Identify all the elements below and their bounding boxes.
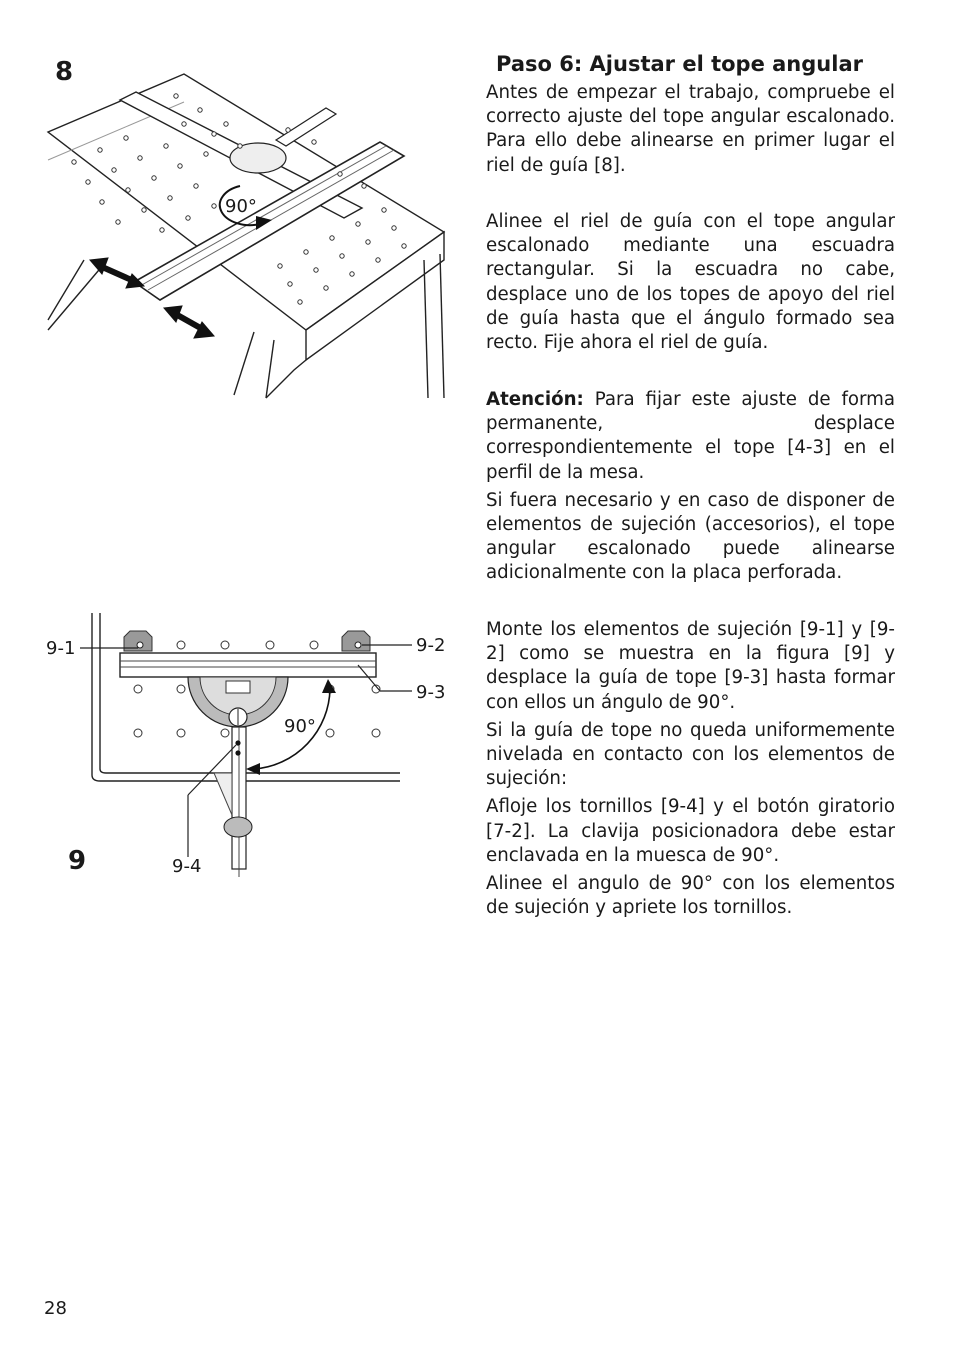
- paragraph-attention: [486, 388, 895, 485]
- figure-8-angle-label: 90°: [225, 196, 257, 217]
- paragraph-4: Si fuera necesario y en caso de disponer de elementos de sujeción (accesorios), el tope angular escalonado puede alinearse adicionalmente con la placa perforada.: [486, 489, 895, 584]
- figure-8-number: 8: [55, 57, 74, 87]
- paragraph-8: Alinee el angulo de 90° con los elementos de sujeción y apriete los tornillos.: [486, 873, 895, 919]
- text-block-2: [486, 210, 895, 355]
- callout-9-1: 9-1: [46, 638, 76, 659]
- callout-9-4: 9-4: [172, 856, 202, 877]
- text-block-3: [486, 388, 895, 586]
- attention-label: Atención:: [486, 389, 584, 410]
- figure-9-angle-label: 90°: [284, 716, 316, 737]
- paragraph-7: Afloje los tornillos [9-4] y el botón giratorio [7-2]. La clavija posicionadora debe estar enclavada en la muesca de 90°.: [486, 796, 895, 866]
- page-number: 28: [44, 1298, 67, 1319]
- callout-9-3: 9-3: [416, 682, 446, 703]
- figure-8-illustration: [44, 70, 454, 400]
- attention-text: Para fijar este ajuste de forma permanente, desplace correspondientemente el tope [4-3] en el perfil de la mesa.: [486, 389, 895, 483]
- text-block-1: [486, 81, 895, 178]
- paragraph-1: Antes de empezar el trabajo, compruebe el correcto ajuste del tope angular escalonado. Para ello debe alinearse en primer lugar el riel de guía [8].: [486, 82, 895, 176]
- figure-9-number: 9: [68, 846, 87, 876]
- paragraph-2: Alinee el riel de guía con el tope angular escalonado mediante una escuadra rectangular. Si la escuadra no cabe, desplace uno de los topes de apoyo del riel de guía hasta que el ángulo formado sea recto. Fije ahora el riel de guía.: [486, 211, 895, 354]
- text-block-4: [486, 618, 895, 920]
- section-heading: Paso 6: Ajustar el tope angular: [496, 52, 863, 76]
- callout-9-2: 9-2: [416, 635, 446, 656]
- paragraph-6: Si la guía de tope no queda uniformemente nivelada en contacto con los elementos de sujeción:: [486, 719, 895, 790]
- figure-9-illustration: [40, 605, 450, 880]
- paragraph-5: Monte los elementos de sujeción [9-1] y [9-2] como se muestra en la figura [9] y desplace la guía de tope [9-3] hasta formar con ellos un ángulo de 90°.: [486, 619, 895, 713]
